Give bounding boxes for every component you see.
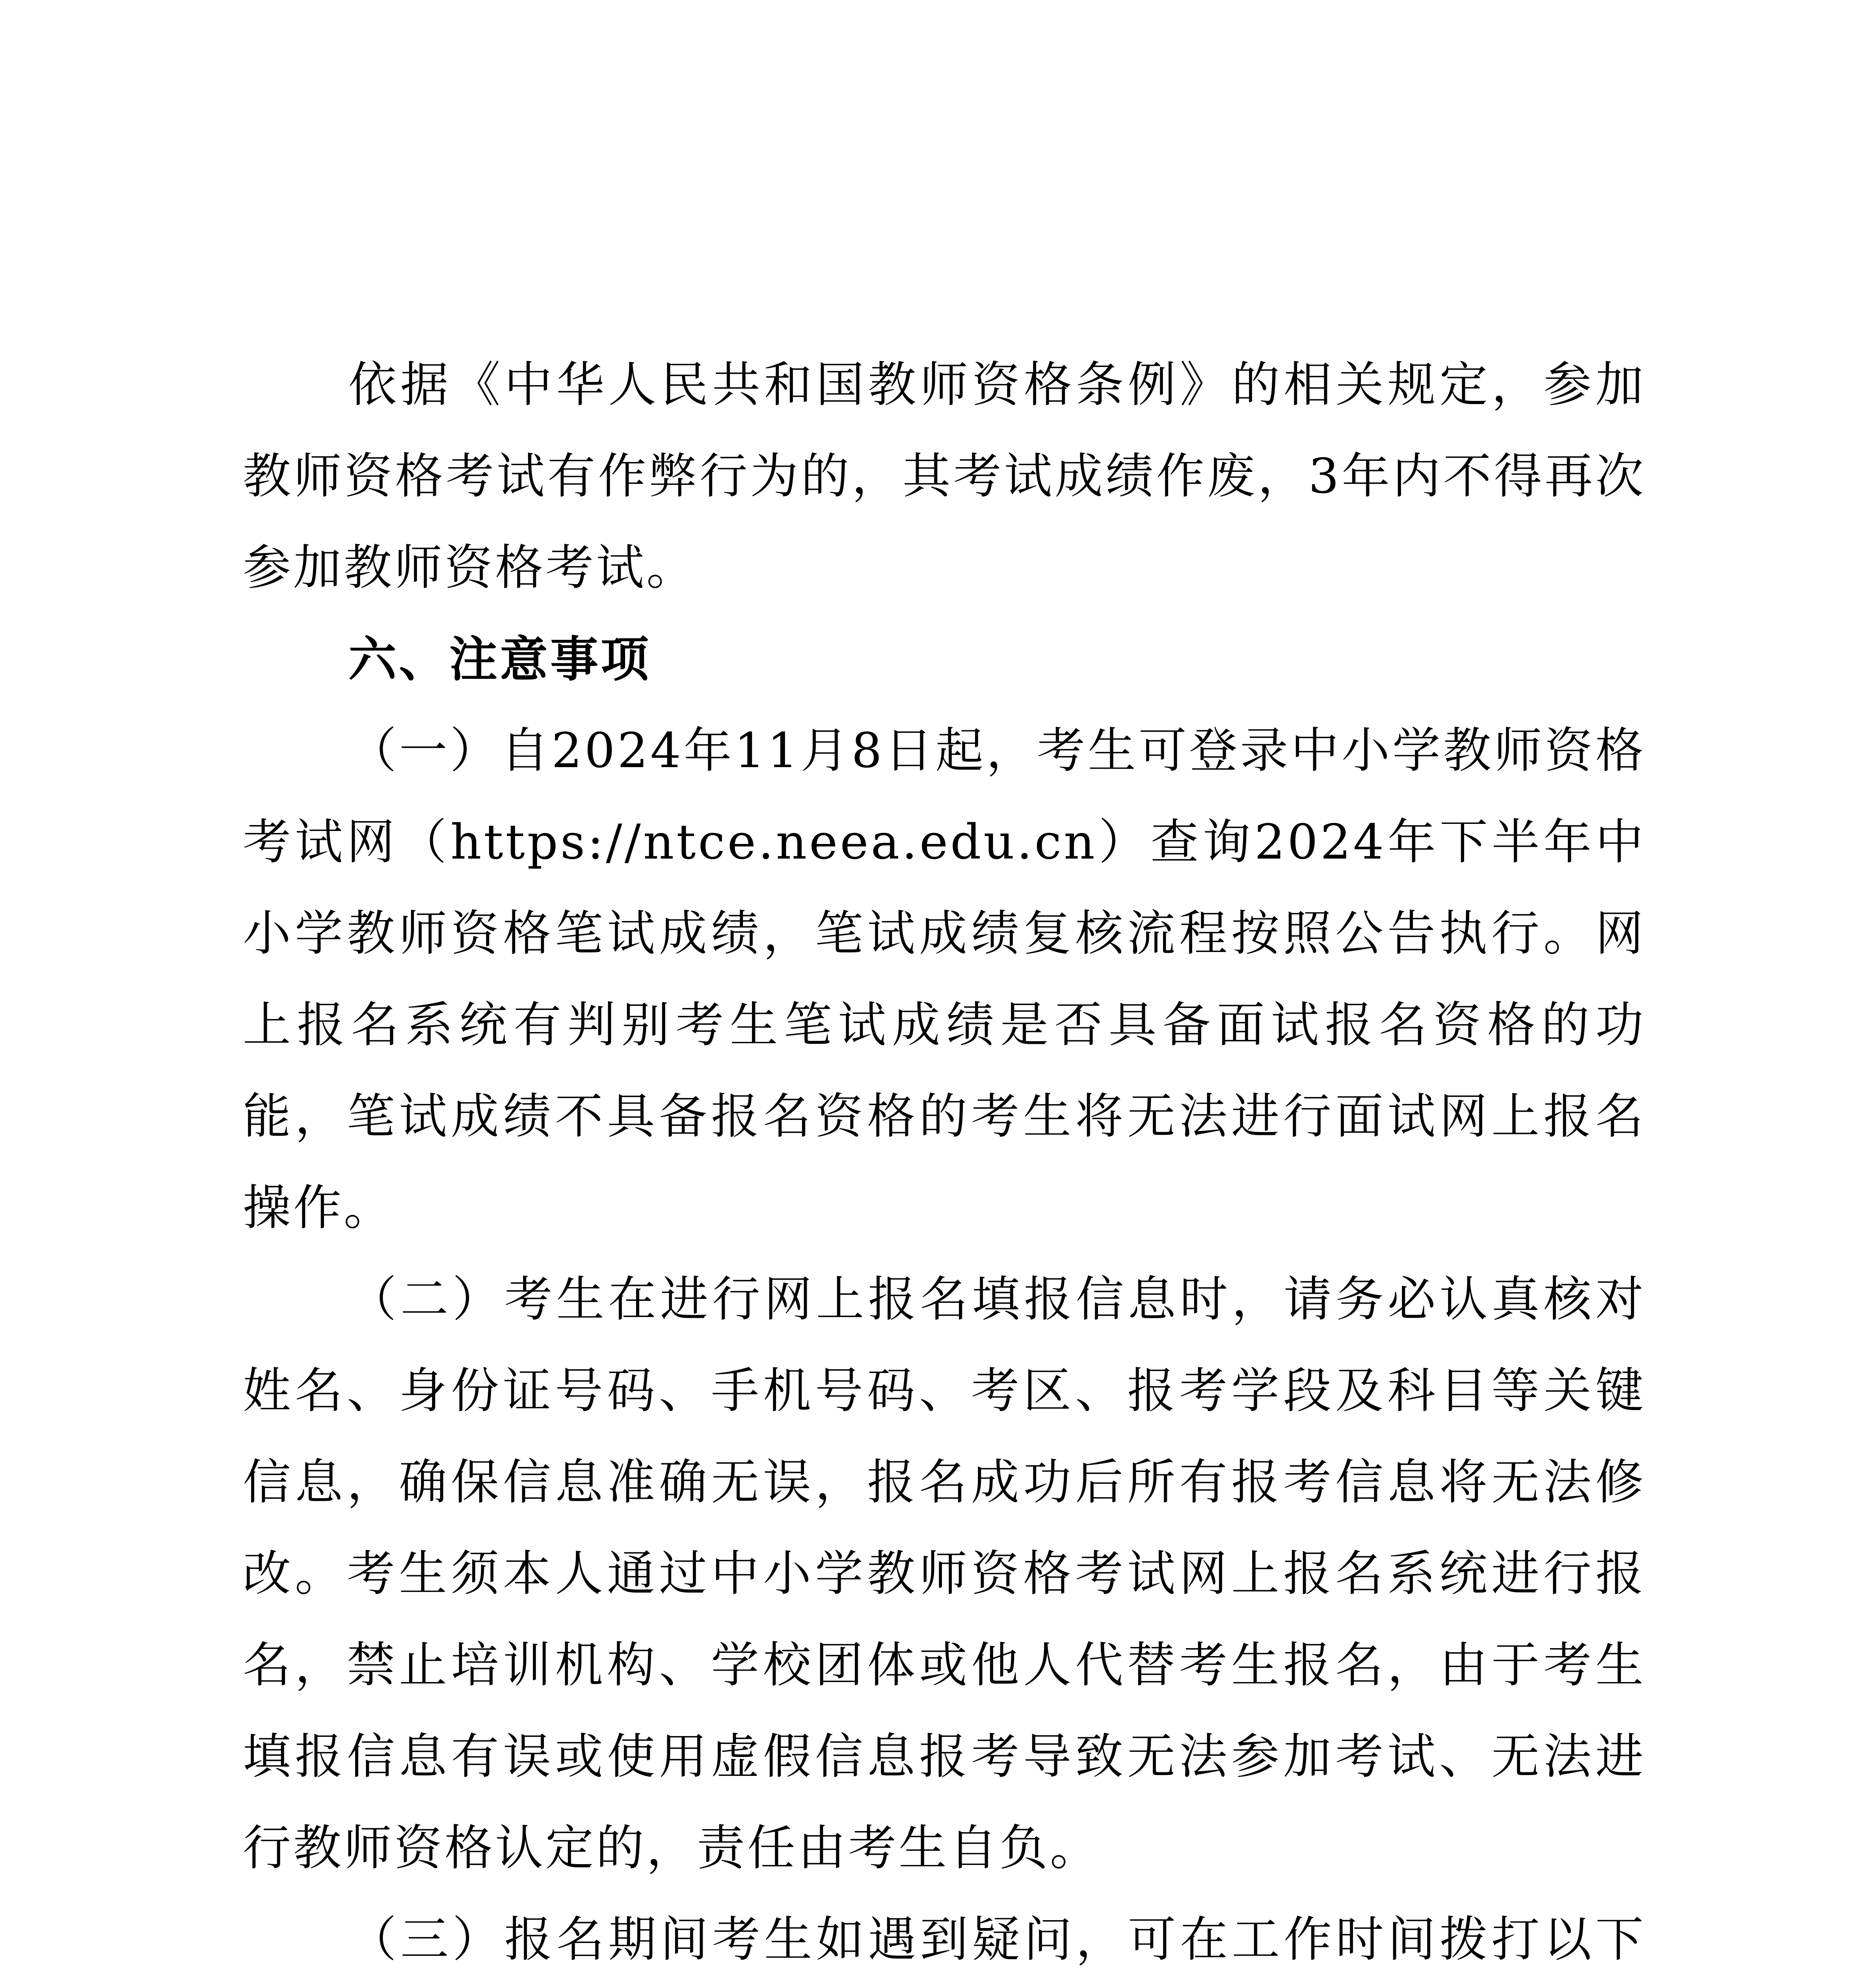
section-heading: 六、注意事项	[348, 631, 651, 687]
notice-item-1: （一）自2024年11月8日起，考生可登录中小学教师资格考试网（https://ntce.neea.edu.cn）查询2024年下半年中小学教师资格笔试成绩，笔试成绩复核流程按照公告执行。网上报名系统有判别考生笔试成绩是否具备面试报名资格的功能，笔试成绩不具备报名资格的考生将无法进行面试网上报名操作。	[243, 723, 1646, 1236]
document-body	[243, 339, 1646, 1971]
paragraph-cheating-rule: 依据《中华人民共和国教师资格条例》的相关规定，参加教师资格考试有作弊行为的，其考试成绩作废，3年内不得再次参加教师资格考试。	[243, 357, 1646, 596]
notice-item-3: （三）报名期间考生如遇到疑问，可在工作时间拨打以下	[348, 1911, 1646, 1967]
notice-item-2: （二）考生在进行网上报名填报信息时，请务必认真核对姓名、身份证号码、手机号码、考区、报考学段及科目等关键信息，确保信息准确无误，报名成功后所有报考信息将无法修改。考生须本人通过中小学教师资格考试网上报名系统进行报名，禁止培训机构、学校团体或他人代替考生报名，由于考生填报信息有误或使用虚假信息报考导致无法参加考试、无法进行教师资格认定的，责任由考生自负。	[243, 1271, 1646, 1876]
